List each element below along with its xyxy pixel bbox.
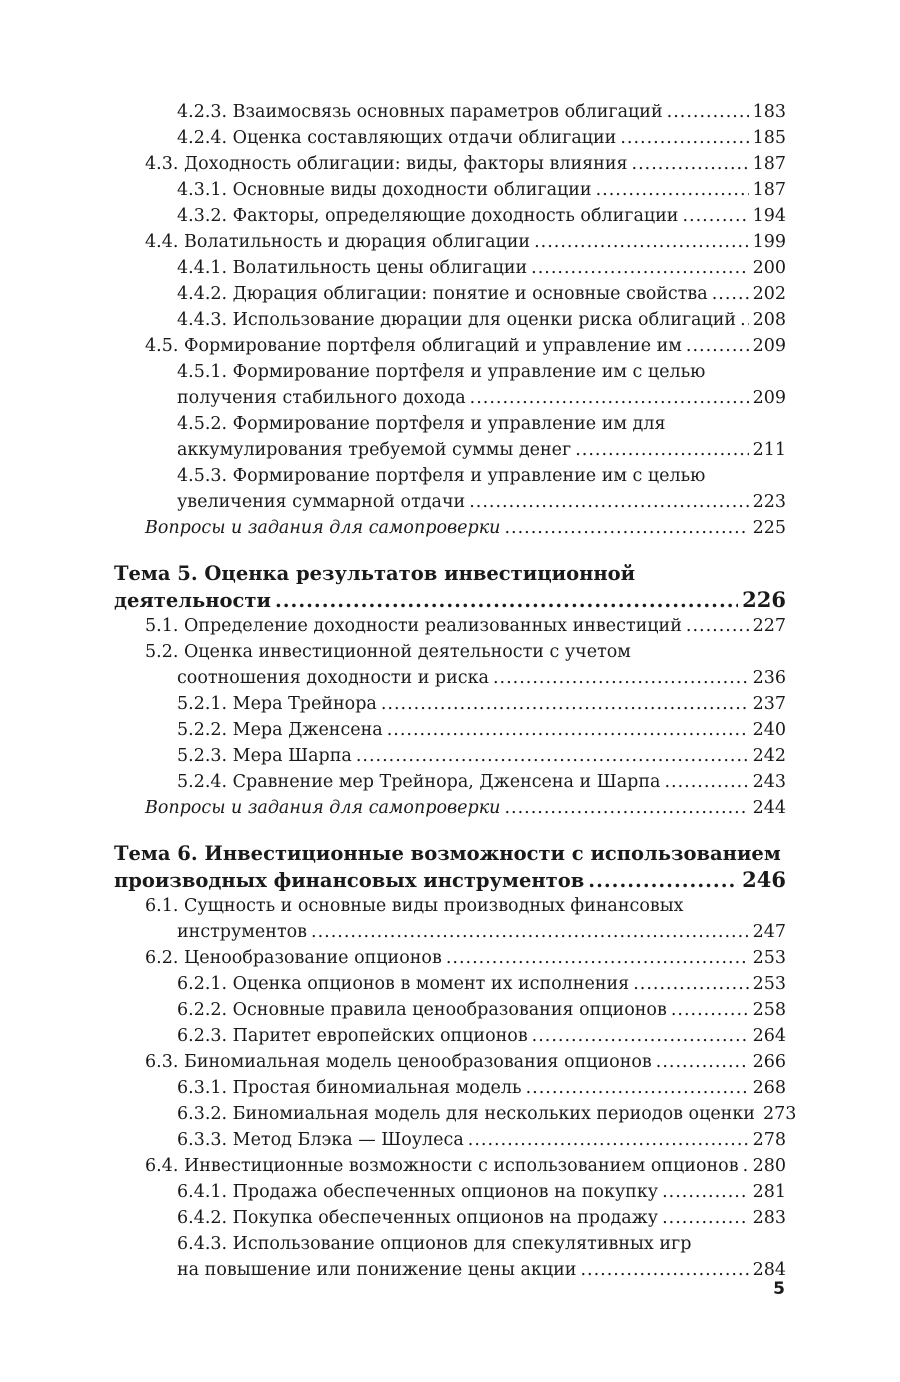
dot-leader xyxy=(531,255,748,281)
dot-leader xyxy=(504,795,748,821)
dot-leader xyxy=(682,203,748,229)
dot-leader xyxy=(275,588,738,614)
toc-line xyxy=(177,1179,786,1205)
toc-page-number: 211 xyxy=(752,440,786,460)
toc-page-number: 243 xyxy=(752,772,786,792)
toc-line xyxy=(177,99,786,125)
dot-leader xyxy=(504,515,748,541)
dot-leader xyxy=(662,1179,749,1205)
dot-leader xyxy=(470,385,749,411)
toc-entry-title: 4.5.2. Формирование портфеля и управление им для xyxy=(177,414,666,434)
toc-line xyxy=(145,639,631,665)
toc-entry-title: Тема 6. Инвестиционные возможности с использованием xyxy=(114,842,781,865)
dot-leader xyxy=(712,281,749,307)
toc-entry-title: 4.2.3. Взаимосвязь основных параметров облигаций xyxy=(177,102,663,122)
toc-page-number: 227 xyxy=(752,616,786,636)
toc-line xyxy=(177,1101,797,1127)
toc-page-number: 253 xyxy=(752,974,786,994)
toc-line xyxy=(145,333,786,359)
toc-page-number: 283 xyxy=(752,1208,786,1228)
toc-entry-title: 6.2. Ценообразование опционов xyxy=(145,948,442,968)
dot-leader xyxy=(596,177,749,203)
toc-line xyxy=(177,203,786,229)
toc-entry-title: на повышение или понижение цены акции xyxy=(177,1260,577,1280)
toc-entry-title: производных финансовых инструментов xyxy=(114,869,585,892)
dot-leader xyxy=(526,1075,749,1101)
toc-entry-title: 4.3.2. Факторы, определяющие доходность облигации xyxy=(177,206,679,226)
dot-leader xyxy=(381,691,749,717)
toc-page-number: 236 xyxy=(752,668,786,688)
toc-entry-title: Тема 5. Оценка результатов инвестиционной xyxy=(114,562,636,585)
toc-line xyxy=(177,307,786,333)
toc-page-number: 268 xyxy=(752,1078,786,1098)
toc-line xyxy=(145,1153,786,1179)
dot-leader xyxy=(743,1153,749,1179)
toc-line xyxy=(177,385,786,411)
toc-line xyxy=(177,359,705,385)
toc-page-number: 242 xyxy=(752,746,786,766)
toc-line xyxy=(177,1023,786,1049)
toc-entry-title: 6.4.3. Использование опционов для спекулятивных игр xyxy=(177,1234,692,1254)
toc-entry-title: 6.4. Инвестиционные возможности с использованием опционов xyxy=(145,1156,739,1176)
toc-line xyxy=(177,717,786,743)
toc-page-number: 187 xyxy=(752,154,786,174)
toc-page-number: 264 xyxy=(752,1026,786,1046)
toc-line xyxy=(177,769,786,795)
toc-entry-title: 6.3.1. Простая биномиальная модель xyxy=(177,1078,522,1098)
dot-leader xyxy=(686,333,749,359)
toc-entry-title: 6.3.2. Биномиальная модель для нескольких периодов оценки xyxy=(177,1104,755,1124)
toc-entry-title: 6.2.1. Оценка опционов в момент их исполнения xyxy=(177,974,630,994)
toc-page-number: 209 xyxy=(752,336,786,356)
toc-page-number: 247 xyxy=(752,922,786,942)
dot-leader xyxy=(588,868,738,894)
toc-line xyxy=(145,515,786,541)
toc-line xyxy=(177,255,786,281)
toc-line xyxy=(114,867,786,893)
toc-entry-title: 4.5.1. Формирование портфеля и управление им с целью xyxy=(177,362,706,382)
dot-leader xyxy=(446,945,749,971)
toc-entry-title: 6.3.3. Метод Блэка — Шоулеса xyxy=(177,1130,464,1150)
toc-line xyxy=(145,1049,786,1075)
toc-line xyxy=(177,463,705,489)
toc-entry-title: получения стабильного дохода xyxy=(177,388,466,408)
toc-page-number: 185 xyxy=(752,128,786,148)
toc-line xyxy=(177,437,786,463)
dot-leader xyxy=(633,971,748,997)
toc-entry-title: 4.5. Формирование портфеля облигаций и управление им xyxy=(145,336,682,356)
toc-page-number: 281 xyxy=(752,1182,786,1202)
toc-line xyxy=(145,229,786,255)
toc-entry-title: 4.3. Доходность облигации: виды, факторы влияния xyxy=(145,154,628,174)
toc-page-number: 284 xyxy=(752,1260,786,1280)
toc-line xyxy=(177,281,786,307)
toc-line xyxy=(177,997,786,1023)
toc-entry-title: инструментов xyxy=(177,922,308,942)
toc-entry-title: 4.5.3. Формирование портфеля и управление им с целью xyxy=(177,466,706,486)
toc-entry-title: деятельности xyxy=(114,589,271,612)
toc-line xyxy=(114,841,781,867)
toc-page-number: 187 xyxy=(752,180,786,200)
toc-line xyxy=(114,587,786,613)
toc-page-number: 237 xyxy=(752,694,786,714)
toc-line xyxy=(145,151,786,177)
dot-leader xyxy=(686,613,749,639)
toc-page-number: 246 xyxy=(742,867,786,892)
dot-leader xyxy=(468,1127,749,1153)
dot-leader xyxy=(575,437,748,463)
toc-entry-title: 5.2.4. Сравнение мер Трейнора, Дженсена и Шарпа xyxy=(177,772,661,792)
toc-line xyxy=(177,1257,786,1283)
toc-entry-title: 5.2. Оценка инвестиционной деятельности с учетом xyxy=(145,642,631,662)
toc-line xyxy=(145,613,786,639)
toc-entry-title: Вопросы и задания для самопроверки xyxy=(145,518,501,538)
toc-entry-title: 6.2.2. Основные правила ценообразования опционов xyxy=(177,1000,667,1020)
toc-page-number: 199 xyxy=(752,232,786,252)
toc-entry-title: 6.3. Биномиальная модель ценообразования опционов xyxy=(145,1052,652,1072)
dot-leader xyxy=(387,717,749,743)
toc-entry-title: 5.2.1. Мера Трейнора xyxy=(177,694,377,714)
toc-line xyxy=(177,1205,786,1231)
dot-leader xyxy=(580,1257,748,1283)
page-number: 5 xyxy=(773,1279,785,1299)
toc-line xyxy=(114,561,635,587)
dot-leader xyxy=(656,1049,749,1075)
toc-entry-title: 4.3.1. Основные виды доходности облигации xyxy=(177,180,592,200)
toc-page-number: 273 xyxy=(762,1104,797,1124)
toc-line xyxy=(177,971,786,997)
toc-entry-title: 4.2.4. Оценка составляющих отдачи облигации xyxy=(177,128,617,148)
toc-page-number: 253 xyxy=(752,948,786,968)
toc-entry-title: аккумулирования требуемой суммы денег xyxy=(177,440,572,460)
toc-page-number: 202 xyxy=(752,284,786,304)
toc-entry-title: 6.2.3. Паритет европейских опционов xyxy=(177,1026,528,1046)
toc-line xyxy=(177,919,786,945)
toc-page-number: 194 xyxy=(752,206,786,226)
toc-line xyxy=(177,177,786,203)
toc-page-number: 240 xyxy=(752,720,786,740)
dot-leader xyxy=(662,1205,749,1231)
toc-page-number: 183 xyxy=(752,102,786,122)
toc-line xyxy=(177,411,666,437)
toc-entry-title: 4.4. Волатильность и дюрация облигации xyxy=(145,232,531,252)
toc-line xyxy=(145,945,786,971)
toc-line xyxy=(177,1075,786,1101)
dot-leader xyxy=(532,1023,749,1049)
toc-page-number: 225 xyxy=(752,518,786,538)
toc-line xyxy=(145,795,786,821)
toc-page-number: 209 xyxy=(752,388,786,408)
toc-entry-title: 5.2.3. Мера Шарпа xyxy=(177,746,352,766)
toc-line xyxy=(177,1127,786,1153)
toc-entry-title: увеличения суммарной отдачи xyxy=(177,492,466,512)
dot-leader xyxy=(311,919,749,945)
toc-entry-title: 6.4.1. Продажа обеспеченных опционов на покупку xyxy=(177,1182,659,1202)
toc-line xyxy=(177,125,786,151)
dot-leader xyxy=(469,489,748,515)
toc-page-number: 280 xyxy=(752,1156,786,1176)
toc-entry-title: 5.1. Определение доходности реализованных инвестиций xyxy=(145,616,682,636)
toc-page-number: 266 xyxy=(752,1052,786,1072)
toc-page-number: 278 xyxy=(752,1130,786,1150)
dot-leader xyxy=(534,229,748,255)
toc-line xyxy=(177,691,786,717)
toc-line xyxy=(177,743,786,769)
toc-line xyxy=(145,893,684,919)
toc-page-number: 208 xyxy=(752,310,786,330)
dot-leader xyxy=(632,151,749,177)
dot-leader xyxy=(740,307,749,333)
toc-entry-title: соотношения доходности и риска xyxy=(177,668,489,688)
dot-leader xyxy=(356,743,749,769)
toc-entry-title: 4.4.3. Использование дюрации для оценки риска облигаций xyxy=(177,310,737,330)
toc-entry-title: Вопросы и задания для самопроверки xyxy=(145,798,501,818)
toc-page-number: 223 xyxy=(752,492,786,512)
dot-leader xyxy=(493,665,749,691)
toc-page-number: 244 xyxy=(752,798,786,818)
toc-entry-title: 4.4.1. Волатильность цены облигации xyxy=(177,258,528,278)
dot-leader xyxy=(620,125,748,151)
toc-entry-title: 4.4.2. Дюрация облигации: понятие и основные свойства xyxy=(177,284,708,304)
toc-page-number: 258 xyxy=(752,1000,786,1020)
toc-page-number: 226 xyxy=(742,587,786,612)
toc-line xyxy=(177,1231,691,1257)
toc-line xyxy=(177,665,786,691)
dot-leader xyxy=(667,99,749,125)
toc-line xyxy=(177,489,786,515)
toc-entry-title: 5.2.2. Мера Дженсена xyxy=(177,720,383,740)
dot-leader xyxy=(664,769,748,795)
toc-page-number: 200 xyxy=(752,258,786,278)
toc-entry-title: 6.1. Сущность и основные виды производных финансовых xyxy=(145,896,684,916)
toc-entry-title: 6.4.2. Покупка обеспеченных опционов на продажу xyxy=(177,1208,659,1228)
dot-leader xyxy=(671,997,749,1023)
